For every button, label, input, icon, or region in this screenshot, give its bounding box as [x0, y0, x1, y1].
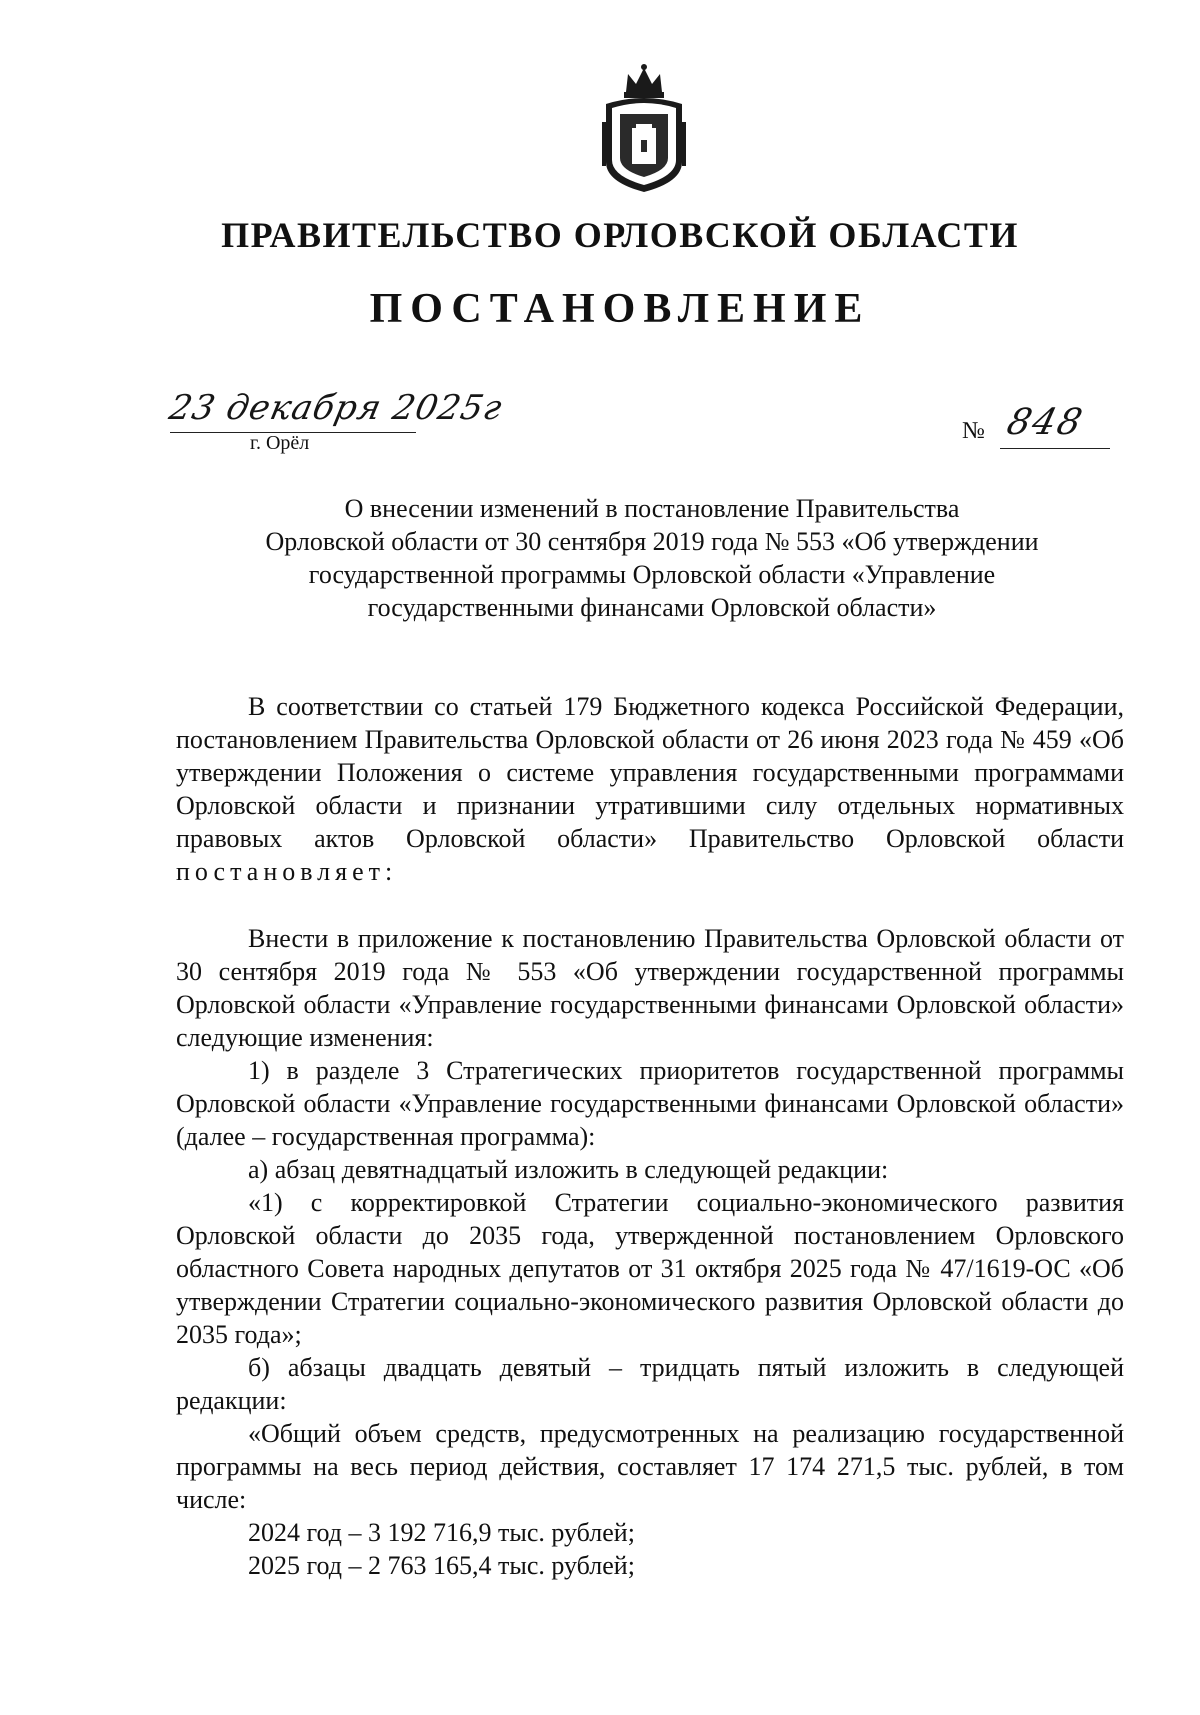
item-1a-paragraph: а) абзац девятнадцатый изложить в следующей редакции: [248, 1155, 889, 1184]
number-underline [1000, 448, 1110, 449]
number-sign: № [962, 418, 985, 444]
date-block [165, 388, 507, 458]
preamble-paragraph [176, 690, 1124, 888]
main-clause-paragraph: Внести в приложение к постановлению Правительства Орловской области от 30 сентября 2019 года № 553 «Об утверждении государственной программы Орловской области «Управление государственными финансами Орловской области» следующие изменения: [176, 924, 1124, 1052]
subject-line: государственными финансами Орловской области» [367, 593, 937, 622]
subject-line: государственной программы Орловской области «Управление [308, 560, 996, 589]
item-1-paragraph: 1) в разделе 3 Стратегических приоритетов государственной программы Орловской области «Управление государственными финансами Орловской области» (далее – государственная программа): [176, 1056, 1124, 1151]
resolves-word: постановляет [176, 857, 386, 886]
handwritten-number: 848 [1002, 402, 1088, 443]
funding-2024-line: 2024 год – 3 192 716,9 тыс. рублей; [248, 1518, 635, 1547]
handwritten-date: 23 декабря 2025г [165, 388, 507, 428]
preamble-end: : [385, 857, 393, 886]
coat-of-arms-icon [598, 62, 690, 196]
city-label: г. Орёл [250, 432, 310, 454]
document-type: ПОСТАНОВЛЕНИЕ [369, 286, 871, 332]
item-1b-paragraph: б) абзацы двадцать девятый – тридцать пятый изложить в следующей редакции: [176, 1353, 1124, 1415]
subject-line: О внесении изменений в постановление Правительства [344, 494, 960, 523]
quoted-text-paragraph: «1) с корректировкой Стратегии социально-экономического развития Орловской области до 2035 года, утвержденной постановлением Орловского областного Совета народных депутатов от 31 октября 2025 года № 47/1619-ОС «Об утверждении Стратегии социально-экономического развития Орловской области до 2035 года»; [176, 1188, 1124, 1349]
funding-total-paragraph: «Общий объем средств, предусмотренных на реализацию государственной программы на весь период действия, составляет 17 174 271,5 тыс. рублей, в том числе: [176, 1419, 1124, 1514]
document-subject [176, 492, 1128, 624]
organization-name: ПРАВИТЕЛЬСТВО ОРЛОВСКОЙ ОБЛАСТИ [221, 215, 1019, 255]
subject-line: Орловской области от 30 сентября 2019 года № 553 «Об утверждении [265, 527, 1039, 556]
document-body [176, 690, 1124, 1582]
preamble-text: В соответствии со статьей 179 Бюджетного кодекса Российской Федерации, постановлением Правительства Орловской области от 26 июня 2023 года № 459 «Об утверждении Положения о системе управления государственными программами Орловской области и признании утратившими силу отдельных нормативных правовых актов Орловской области» Правительство Орловской области [176, 692, 1124, 853]
document-number-block [962, 402, 1112, 448]
funding-2025-line: 2025 год – 2 763 165,4 тыс. рублей; [248, 1551, 635, 1580]
